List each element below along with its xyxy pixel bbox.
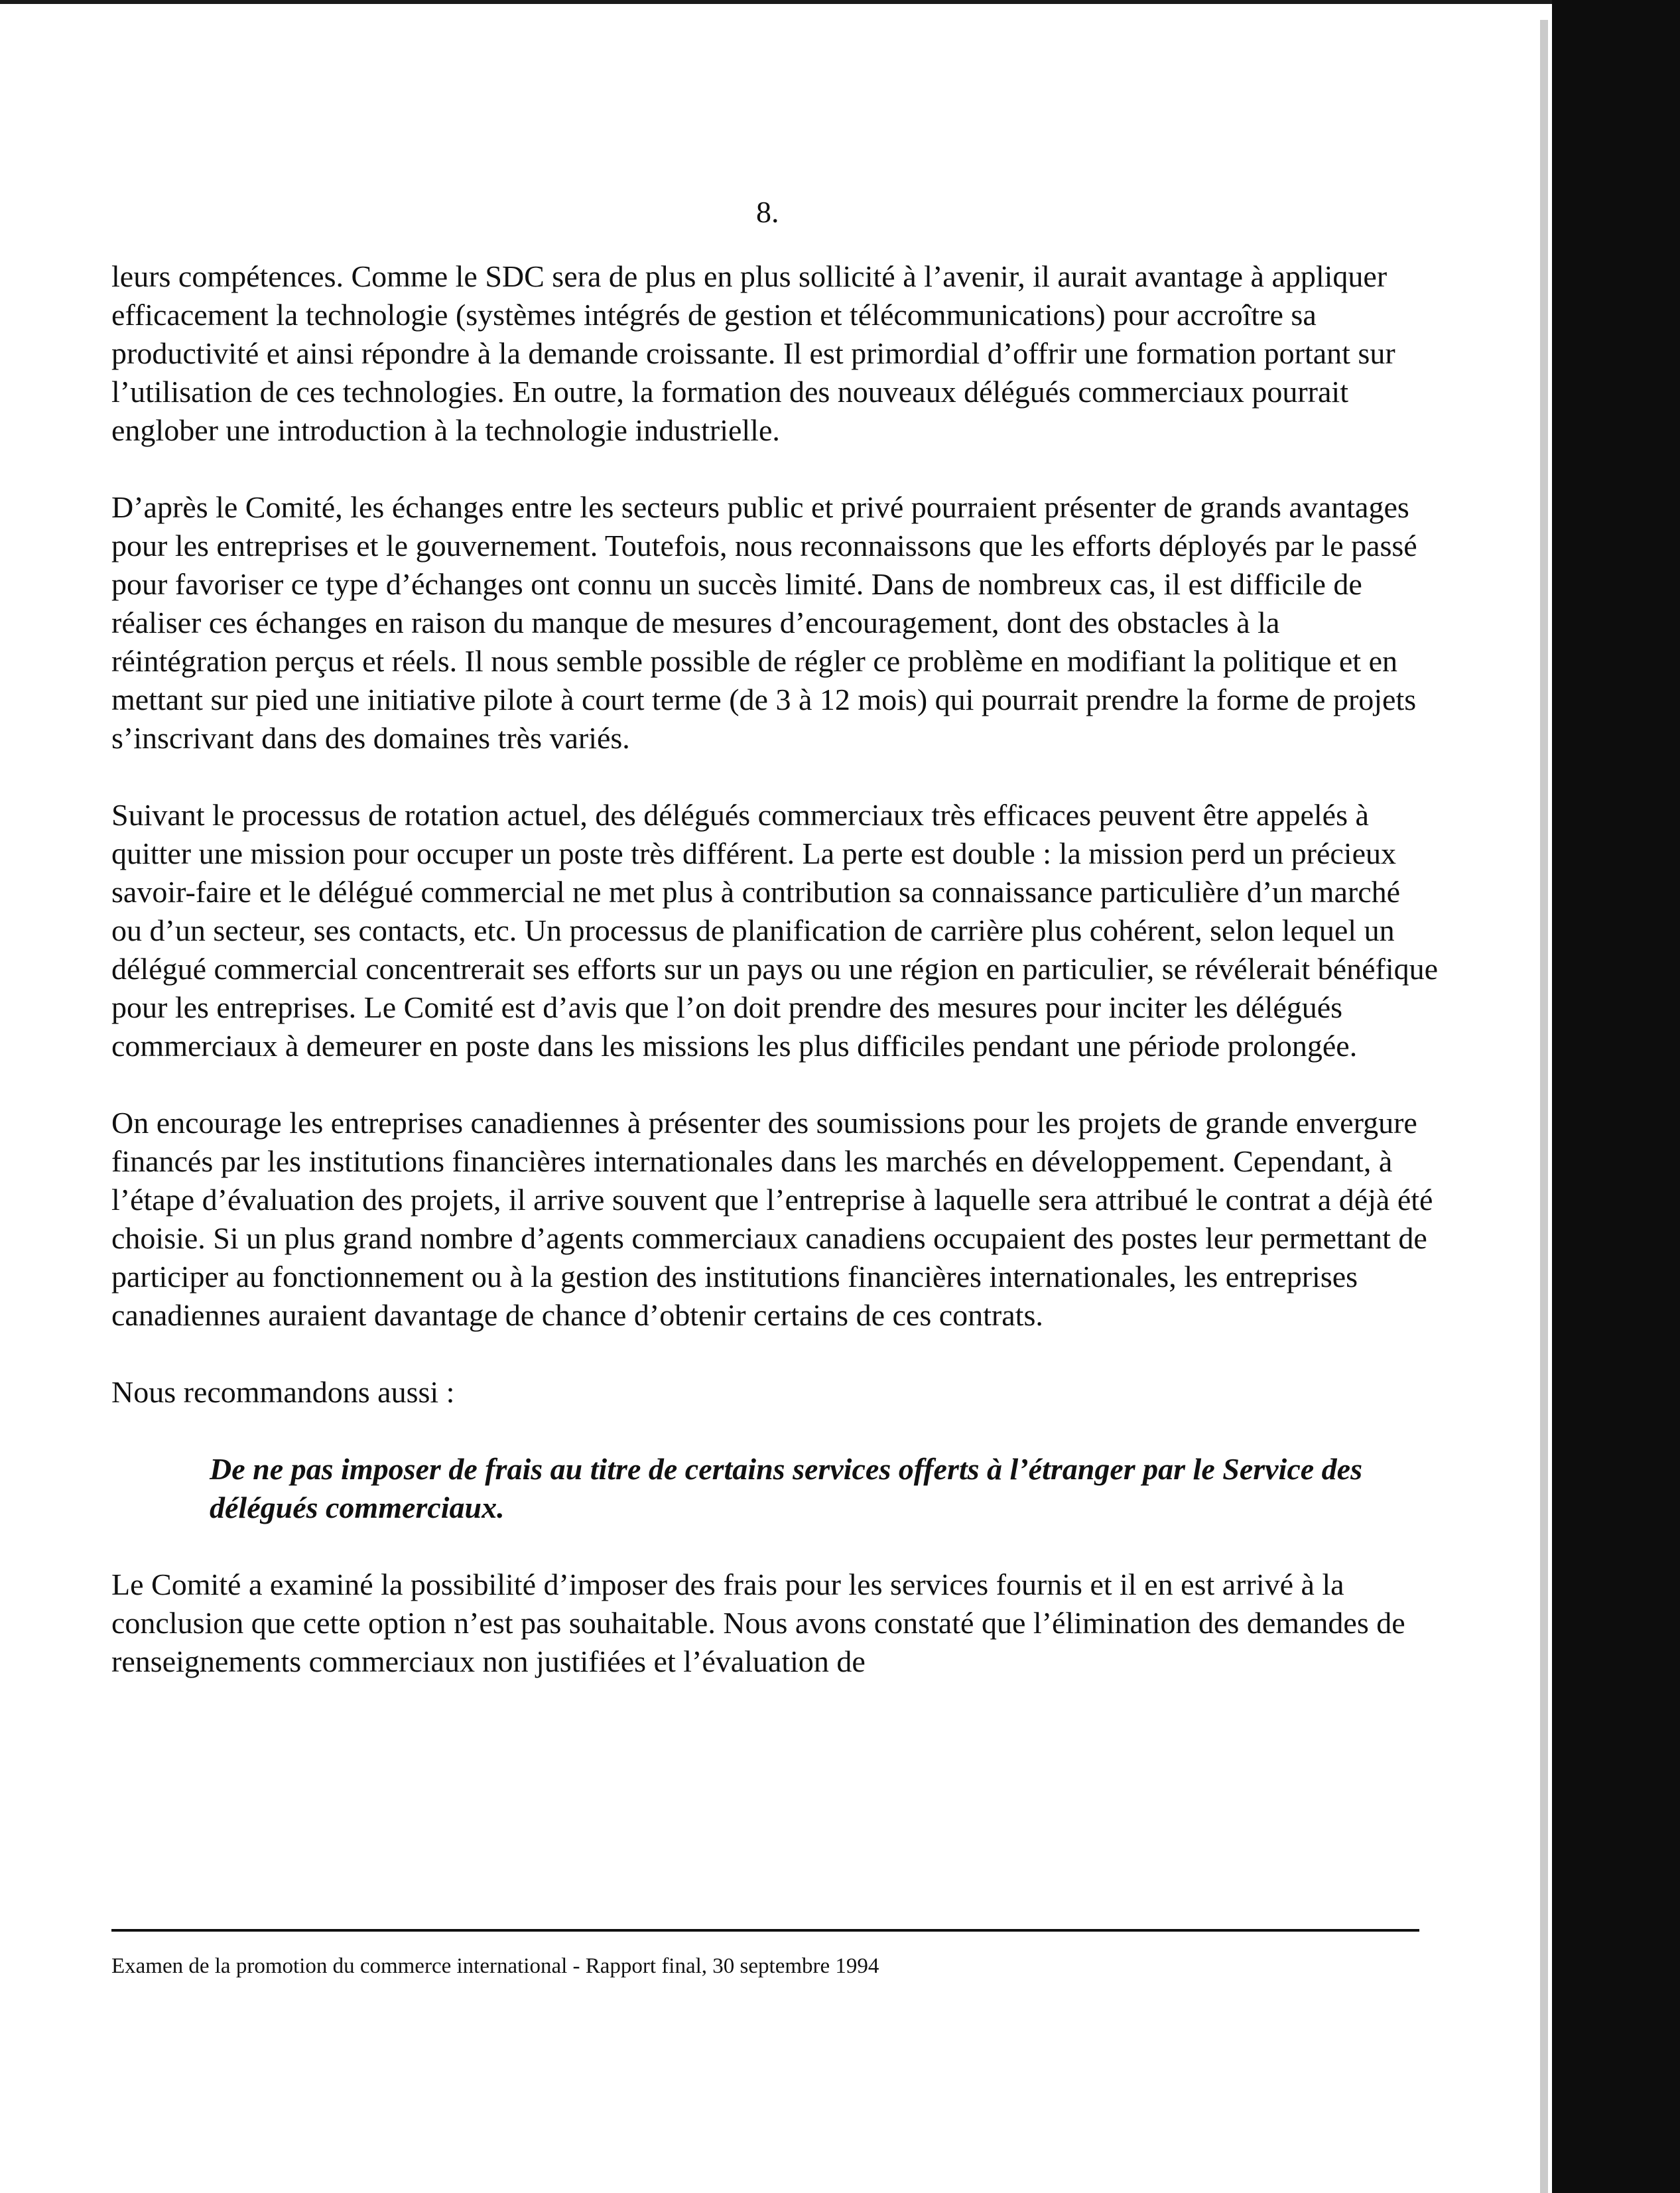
paragraph-technology-training: leurs compétences. Comme le SDC sera de plus en plus sollicité à l’avenir, il aurait avantage à appliquer efficacement la technologie (systèmes intégrés de gestion et télécommunications) pour accroître sa productivité et ainsi répondre à la demande croissante. Il est primordial d’offrir une formation portant sur l’utilisation de ces technologies. En outre, la formation des nouveaux délégués commerciaux pourrait englober une introduction à la technologie industrielle.: [111, 259, 1395, 447]
scan-binding-shadow: [1540, 20, 1548, 2193]
footer-citation: Examen de la promotion du commerce international - Rapport final, 30 septembre 1994: [111, 1954, 879, 1978]
scan-right-edge: [1552, 0, 1680, 2193]
paragraph-public-private-exchanges: D’après le Comité, les échanges entre les secteurs public et privé pourraient présenter de grands avantages pour les entreprises et le gouvernement. Toutefois, nous reconnaissons que les efforts déployés par le passé pour favoriser ce type d’échanges ont connu un succès limité. Dans de nombreux cas, il est difficile de réaliser ces échanges en raison du manque de mesures d’encouragement, dont des obstacles à la réintégration perçus et réels. Il nous semble possible de régler ce problème en modifiant la politique et en mettant sur pied une initiative pilote à court terme (de 3 à 12 mois) qui pourrait prendre la forme de projets s’inscrivant dans des domaines très variés.: [111, 490, 1417, 755]
footer-divider: [111, 1929, 1419, 1932]
page-number: 8.: [756, 195, 779, 229]
paragraph-financial-institutions: On encourage les entreprises canadiennes à présenter des soumissions pour les projets de grande envergure financés par les institutions financières internationales dans les marchés en développement. Cependant, à l’étape d’évaluation des projets, il arrive souvent que l’entreprise à laquelle sera attribué le contrat a déjà été choisie. Si un plus grand nombre d’agents commerciaux canadiens occupaient des postes leur permettant de participer au fonctionnement ou à la gestion des institutions financières internationales, les entreprises canadiennes auraient davantage de chance d’obtenir certains de ces contrats.: [111, 1106, 1433, 1332]
paragraph-rotation-process: Suivant le processus de rotation actuel, des délégués commerciaux très efficaces peuvent être appelés à quitter une mission pour occuper un poste très différent. La perte est double : la mission perd un précieux savoir-faire et le délégué commercial ne met plus à contribution sa connaissance particulière d’un marché ou d’un secteur, ses contacts, etc. Un processus de planification de carrière plus cohérent, selon lequel un délégué commercial concentrerait ses efforts sur un pays ou une région en particulier, se révélerait bénéfique pour les entreprises. Le Comité est d’avis que l’on doit prendre des mesures pour inciter les délégués commerciaux à demeurer en poste dans les missions les plus difficiles pendant une période prolongée.: [111, 798, 1439, 1063]
scan-top-edge: [0, 0, 1680, 4]
paragraph-recommend-intro: Nous recommandons aussi :: [111, 1375, 455, 1409]
recommendation-text: De ne pas imposer de frais au titre de certains services offerts à l’étranger par le Service des délégués commerciaux.: [210, 1452, 1362, 1524]
paragraph-fees-conclusion: Le Comité a examiné la possibilité d’imposer des frais pour les services fournis et il en est arrivé à la conclusion que cette option n’est pas souhaitable. Nous avons constaté que l’élimination des demandes de renseignements commerciaux non justifiées et l’évaluation de: [111, 1567, 1405, 1678]
page-body: [111, 257, 1438, 1719]
